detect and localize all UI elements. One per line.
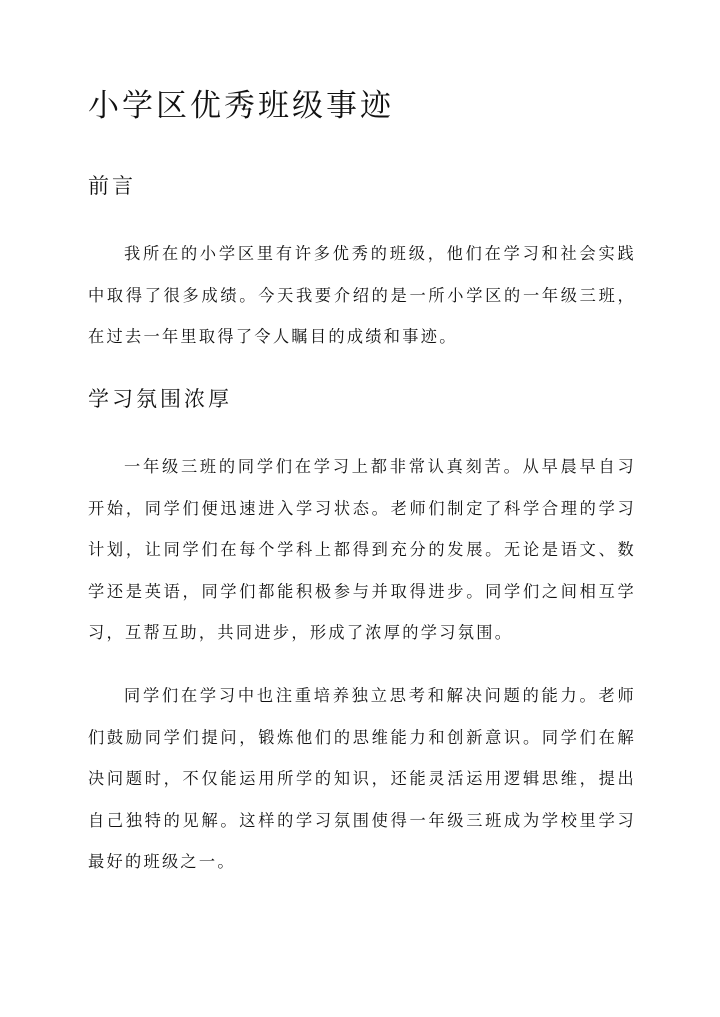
page-title: 小学区优秀班级事迹 (88, 88, 394, 124)
paragraph-study-atmosphere-1: 一年级三班的同学们在学习上都非常认真刻苦。从早晨早自习开始，同学们便迅速进入学习状态。老师们制定了科学合理的学习计划，让同学们在每个学科上都得到充分的发展。无论是语文、数学还是英语，同学们都能积极参与并取得进步。同学们之间相互学习，互帮互助，共同进步，形成了浓厚的学习氛围。 (88, 457, 636, 642)
section-heading-study-atmosphere: 学习氛围浓厚 (88, 387, 232, 411)
section-heading-preface: 前言 (88, 174, 136, 198)
paragraph-study-atmosphere-2: 同学们在学习中也注重培养独立思考和解决问题的能力。老师们鼓励同学们提问，锻炼他们的思维能力和创新意识。同学们在解决问题时，不仅能运用所学的知识，还能灵活运用逻辑思维，提出自己独特的见解。这样的学习氛围使得一年级三班成为学校里学习最好的班级之一。 (88, 686, 636, 871)
paragraph-preface: 我所在的小学区里有许多优秀的班级，他们在学习和社会实践中取得了很多成绩。今天我要介绍的是一所小学区的一年级三班，在过去一年里取得了令人瞩目的成绩和事迹。 (88, 244, 636, 346)
